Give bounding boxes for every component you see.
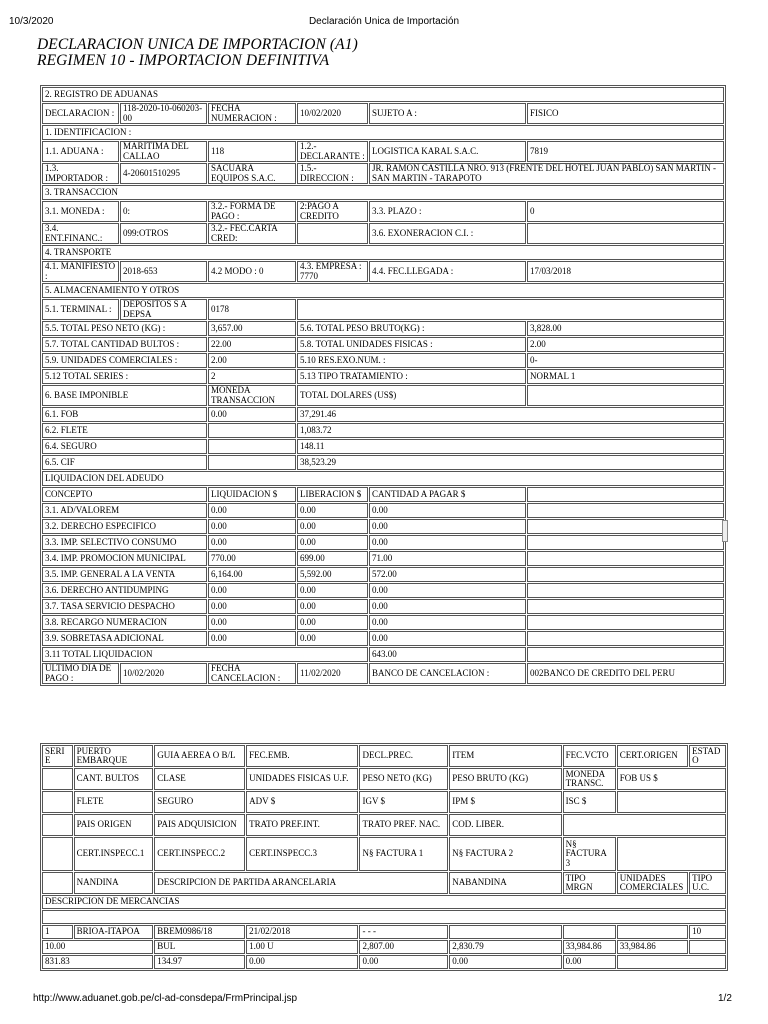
cell — [563, 925, 616, 939]
cell: 6. BASE IMPONIBLE — [42, 385, 207, 406]
cell: NORMAL 1 — [527, 369, 724, 384]
cell: 0.00 — [369, 519, 526, 534]
cell — [527, 567, 724, 582]
cell: - - - — [359, 925, 448, 939]
cell: 1,083.72 — [297, 423, 724, 438]
cell — [42, 872, 73, 894]
table-row — [42, 955, 726, 969]
row-importador — [42, 163, 724, 184]
cell: 3.2. DERECHO ESPECIFICO — [42, 519, 207, 534]
cell: CERT.INSPECC.2 — [154, 837, 245, 871]
cell — [617, 791, 726, 813]
cell: 5.5. TOTAL PESO NETO (KG) : — [42, 321, 207, 336]
footer-url[interactable]: http://www.aduanet.gob.pe/cl-ad-consdepa/FrmPrincipal.jsp — [33, 993, 298, 1004]
cell: FECHA CANCELACION : — [208, 663, 296, 684]
cell: SUJETO A : — [369, 103, 526, 124]
cell: 10/02/2020 — [297, 103, 368, 124]
cell: 6.1. FOB — [42, 407, 207, 422]
cell: 0.00 — [563, 955, 616, 969]
row-moneda — [42, 201, 724, 222]
cell: CERT.INSPECC.1 — [74, 837, 154, 871]
cell — [449, 925, 561, 939]
cell: DESCRIPCION DE MERCANCIAS — [42, 895, 726, 909]
cell: 0.00 — [208, 615, 296, 630]
page-number: 1/2 — [718, 993, 732, 1004]
cell — [689, 940, 726, 954]
series-header-row — [42, 745, 726, 767]
series-header-row — [42, 837, 726, 871]
cell: 4. TRANSPORTE — [42, 245, 724, 260]
series-header-row — [42, 814, 726, 836]
row-registro-aduanas — [42, 87, 724, 102]
cell: 2 — [208, 369, 296, 384]
cell: 3.11 TOTAL LIQUIDACION — [42, 647, 368, 662]
cell: 4.1. MANIFIESTO : — [42, 261, 119, 282]
cell: 3.2.- FEC.CARTA CRED: — [208, 223, 296, 244]
cell: 37,291.46 — [297, 407, 724, 422]
cell: TRATO PREF.INT. — [246, 814, 358, 836]
cell: 0.00 — [297, 535, 368, 550]
row-fob — [42, 407, 724, 422]
cell: 572.00 — [369, 567, 526, 582]
cell: SEGURO — [154, 791, 245, 813]
cell: 3.1. MONEDA : — [42, 201, 119, 222]
cell — [527, 583, 724, 598]
cell: PESO BRUTO (KG) — [449, 768, 561, 790]
row-seguro — [42, 439, 724, 454]
cell: 0.00 — [208, 519, 296, 534]
cell: 0.00 — [369, 503, 526, 518]
cell: 0.00 — [297, 631, 368, 646]
row-identificacion — [42, 125, 724, 140]
cell: SACUARA EQUIPOS S.A.C. — [208, 163, 296, 184]
cell: 0.00 — [369, 535, 526, 550]
cell: 0.00 — [297, 599, 368, 614]
cell: 5. ALMACENAMIENTO Y OTROS — [42, 283, 724, 298]
cell: N§ FACTURA 3 — [563, 837, 616, 871]
cell: 6.4. SEGURO — [42, 439, 207, 454]
cell: BRIOA-ITAPOA — [74, 925, 154, 939]
table-row — [42, 925, 726, 939]
cell: IPM $ — [449, 791, 561, 813]
cell — [527, 615, 724, 630]
cell: 5,592.00 — [297, 567, 368, 582]
cell: 1. IDENTIFICACION : — [42, 125, 724, 140]
cell: 3. TRANSACCION — [42, 185, 724, 200]
cell: 4-20601510295 — [120, 163, 207, 184]
cell: 5.10 RES.EXO.NUM. : — [297, 353, 526, 368]
row-declaracion — [42, 103, 724, 124]
row-unidades — [42, 353, 724, 368]
cell: TIPO MRGN — [563, 872, 616, 894]
cell: 3.5. IMP. GENERAL A LA VENTA — [42, 567, 207, 582]
cell — [527, 503, 724, 518]
cell: 3.6. DERECHO ANTIDUMPING — [42, 583, 207, 598]
cell: 148.11 — [297, 439, 724, 454]
cell: DEPOSITOS S A DEPSA — [120, 299, 207, 320]
cell: 5.7. TOTAL CANTIDAD BULTOS : — [42, 337, 207, 352]
cell: DECL.PREC. — [359, 745, 448, 767]
cell: 5.8. TOTAL UNIDADES FISICAS : — [297, 337, 526, 352]
cell: 1 — [42, 925, 73, 939]
cell: FECHA NUMERACION : — [208, 103, 296, 124]
cell: 3.1. AD/VALOREM — [42, 503, 207, 518]
cell — [42, 791, 73, 813]
cell: CLASE — [154, 768, 245, 790]
cell: BANCO DE CANCELACION : — [369, 663, 526, 684]
cell: 0.00 — [449, 955, 561, 969]
row-liq-antidumping — [42, 583, 724, 598]
cell: ITEM — [449, 745, 561, 767]
cell: 3,828.00 — [527, 321, 724, 336]
cell: FISICO — [527, 103, 724, 124]
row-peso — [42, 321, 724, 336]
cell — [527, 599, 724, 614]
cell: 0.00 — [208, 631, 296, 646]
cell — [617, 955, 726, 969]
cell: 0178 — [208, 299, 296, 320]
series-table — [40, 743, 728, 971]
table-row — [42, 940, 726, 954]
cell: 10.00 — [42, 940, 153, 954]
cell: JR. RAMON CASTILLA NRO. 913 (FRENTE DEL HOTEL JUAN PABLO) SAN MARTIN - SAN MARTIN - TARAPOTO — [369, 163, 724, 184]
row-bultos — [42, 337, 724, 352]
cell: 0.00 — [369, 599, 526, 614]
cell: LIBERACION $ — [297, 487, 368, 502]
cell — [42, 768, 73, 790]
cell: 0.00 — [208, 599, 296, 614]
row-liq-header — [42, 487, 724, 502]
cell: 0.00 — [297, 615, 368, 630]
scrollbar[interactable] — [722, 520, 728, 542]
cell: N§ FACTURA 1 — [359, 837, 448, 871]
cell: COD. LIBER. — [449, 814, 561, 836]
cell: BUL — [154, 940, 245, 954]
cell: ESTADO — [689, 745, 726, 767]
cell: 0: — [120, 201, 207, 222]
cell: 3.8. RECARGO NUMERACION — [42, 615, 207, 630]
cell: UNIDADES FISICAS U.F. — [246, 768, 358, 790]
cell — [297, 223, 368, 244]
row-liq-tasa — [42, 599, 724, 614]
cell: 831.83 — [42, 955, 153, 969]
cell: 3.4. ENT.FINANC.: — [42, 223, 119, 244]
cell: PUERTO EMBARQUE — [74, 745, 154, 767]
cell: 7819 — [527, 141, 724, 162]
cell: 1.3. IMPORTADOR : — [42, 163, 119, 184]
row-aduana — [42, 141, 724, 162]
cell — [527, 551, 724, 566]
cell — [527, 647, 724, 662]
cell: 134.97 — [154, 955, 245, 969]
cell: BREM0986/18 — [154, 925, 245, 939]
cell — [42, 814, 73, 836]
cell: 0.00 — [246, 955, 358, 969]
cell: 1.5.- DIRECCION : — [297, 163, 368, 184]
cell: MONEDA TRANSC. — [563, 768, 616, 790]
cell: 5.1. TERMINAL : — [42, 299, 119, 320]
row-flete — [42, 423, 724, 438]
cell — [527, 535, 724, 550]
row-series — [42, 369, 724, 384]
cell: TRATO PREF. NAC. — [359, 814, 448, 836]
cell: 0 — [527, 201, 724, 222]
row-cif — [42, 455, 724, 470]
cell: 2.00 — [208, 353, 296, 368]
cell: LIQUIDACION $ — [208, 487, 296, 502]
cell: UNIDADES COMERCIALES — [617, 872, 688, 894]
cell: 11/02/2020 — [297, 663, 368, 684]
cell: CANT. BULTOS — [74, 768, 154, 790]
cell: 3.7. TASA SERVICIO DESPACHO — [42, 599, 207, 614]
cell — [617, 925, 688, 939]
cell: FLETE — [74, 791, 154, 813]
cell: 1.2.- DECLARANTE : — [297, 141, 368, 162]
cell: CERT.ORIGEN — [617, 745, 688, 767]
row-liq-sobretasa — [42, 631, 724, 646]
cell: 5.12 TOTAL SERIES : — [42, 369, 207, 384]
row-base-imponible — [42, 385, 724, 406]
row-ent-financ — [42, 223, 724, 244]
cell: ADV $ — [246, 791, 358, 813]
cell — [208, 423, 296, 438]
spacer-row — [42, 910, 726, 924]
cell — [527, 487, 724, 502]
row-liq-municipal — [42, 551, 724, 566]
cell: 3.2.- FORMA DE PAGO : — [208, 201, 296, 222]
cell: PAIS ADQUISICION — [154, 814, 245, 836]
cell: NABANDINA — [449, 872, 561, 894]
cell: 38,523.29 — [297, 455, 724, 470]
cell: 22.00 — [208, 337, 296, 352]
print-date: 10/3/2020 — [9, 16, 54, 27]
cell: 33,984.86 — [617, 940, 688, 954]
cell: 118-2020-10-060203-00 — [120, 103, 207, 124]
cell: 0.00 — [297, 519, 368, 534]
cell: 2,807.00 — [359, 940, 448, 954]
row-liq-selectivo — [42, 535, 724, 550]
cell: 3.6. EXONERACION C.I. : — [369, 223, 526, 244]
cell: 71.00 — [369, 551, 526, 566]
cell — [527, 223, 724, 244]
cell: 118 — [208, 141, 296, 162]
cell: 17/03/2018 — [527, 261, 724, 282]
row-liq-igv — [42, 567, 724, 582]
cell: 2018-653 — [120, 261, 207, 282]
row-almacenamiento — [42, 283, 724, 298]
cell: SERIE — [42, 745, 73, 767]
cell: 699.00 — [297, 551, 368, 566]
series-header-row — [42, 872, 726, 894]
cell: 1.00 U — [246, 940, 358, 954]
cell: CONCEPTO — [42, 487, 207, 502]
cell: 0.00 — [297, 583, 368, 598]
descripcion-row — [42, 895, 726, 909]
cell — [527, 631, 724, 646]
cell: TOTAL DOLARES (US$) — [297, 385, 526, 406]
cell: TIPO U.C. — [689, 872, 726, 894]
cell — [527, 385, 724, 406]
cell: 0.00 — [359, 955, 448, 969]
cell: 3.3. PLAZO : — [369, 201, 526, 222]
cell: 2:PAGO A CREDITO — [297, 201, 368, 222]
row-liq-especifico — [42, 519, 724, 534]
row-liquidacion-adeudo — [42, 471, 724, 486]
cell — [208, 455, 296, 470]
series-header-row — [42, 791, 726, 813]
cell: CERT.INSPECC.3 — [246, 837, 358, 871]
cell: ISC $ — [563, 791, 616, 813]
cell: 0.00 — [297, 503, 368, 518]
cell: 4.4. FEC.LLEGADA : — [369, 261, 526, 282]
cell: PESO NETO (KG) — [359, 768, 448, 790]
cell: 1.1. ADUANA : — [42, 141, 119, 162]
cell — [208, 439, 296, 454]
cell: 3,657.00 — [208, 321, 296, 336]
cell: 21/02/2018 — [246, 925, 358, 939]
row-ultimo-dia-pago — [42, 663, 724, 684]
cell: 0.00 — [208, 503, 296, 518]
cell: 6.2. FLETE — [42, 423, 207, 438]
cell: 2. REGISTRO DE ADUANAS — [42, 87, 724, 102]
cell: IGV $ — [359, 791, 448, 813]
cell: LIQUIDACION DEL ADEUDO — [42, 471, 724, 486]
cell: ULTIMO DIA DE PAGO : — [42, 663, 119, 684]
cell: DECLARACION : — [42, 103, 119, 124]
cell — [42, 910, 726, 924]
page-title: DECLARACION UNICA DE IMPORTACION (A1) — [37, 36, 358, 53]
cell: 4.2 MODO : 0 — [208, 261, 296, 282]
cell: 0.00 — [369, 615, 526, 630]
cell: MONEDA TRANSACCION — [208, 385, 296, 406]
cell: 770.00 — [208, 551, 296, 566]
cell: 0.00 — [208, 535, 296, 550]
cell: 3.3. IMP. SELECTIVO CONSUMO — [42, 535, 207, 550]
cell — [563, 814, 726, 836]
cell: 10/02/2020 — [120, 663, 207, 684]
cell: 002BANCO DE CREDITO DEL PERU — [527, 663, 724, 684]
cell — [297, 299, 724, 320]
cell: N§ FACTURA 2 — [449, 837, 561, 871]
series-header-row — [42, 768, 726, 790]
cell — [527, 519, 724, 534]
row-liq-advalorem — [42, 503, 724, 518]
cell: 2.00 — [527, 337, 724, 352]
cell: DESCRIPCION DE PARTIDA ARANCELARIA — [154, 872, 448, 894]
cell: 0.00 — [208, 407, 296, 422]
cell: MARITIMA DEL CALLAO — [120, 141, 207, 162]
cell: 0.00 — [208, 583, 296, 598]
cell: 099:OTROS — [120, 223, 207, 244]
row-manifiesto — [42, 261, 724, 282]
cell: 0.00 — [369, 583, 526, 598]
cell: 5.13 TIPO TRATAMIENTO : — [297, 369, 526, 384]
declaration-table — [40, 85, 726, 686]
cell: 10 — [689, 925, 726, 939]
page-subtitle: REGIMEN 10 - IMPORTACION DEFINITIVA — [37, 52, 330, 69]
cell: PAIS ORIGEN — [74, 814, 154, 836]
cell: 33,984.86 — [563, 940, 616, 954]
cell: 3.4. IMP. PROMOCION MUNICIPAL — [42, 551, 207, 566]
cell: 5.6. TOTAL PESO BRUTO(KG) : — [297, 321, 526, 336]
cell: LOGISTICA KARAL S.A.C. — [369, 141, 526, 162]
cell — [42, 837, 73, 871]
cell: 4.3. EMPRESA : 7770 — [297, 261, 368, 282]
cell: 2,830.79 — [449, 940, 561, 954]
cell — [617, 837, 726, 871]
cell: 5.9. UNIDADES COMERCIALES : — [42, 353, 207, 368]
cell: FEC.EMB. — [246, 745, 358, 767]
print-title: Declaración Unica de Importación — [308, 16, 460, 27]
cell: 0- — [527, 353, 724, 368]
row-total-liquidacion — [42, 647, 724, 662]
cell: 6.5. CIF — [42, 455, 207, 470]
cell: CANTIDAD A PAGAR $ — [369, 487, 526, 502]
cell: GUIA AEREA O B/L — [154, 745, 245, 767]
cell: 643.00 — [369, 647, 526, 662]
cell: 6,164.00 — [208, 567, 296, 582]
row-liq-recargo — [42, 615, 724, 630]
cell: FEC.VCTO — [563, 745, 616, 767]
row-transporte — [42, 245, 724, 260]
row-terminal — [42, 299, 724, 320]
cell: 3.9. SOBRETASA ADICIONAL — [42, 631, 207, 646]
cell: 0.00 — [369, 631, 526, 646]
row-transaccion — [42, 185, 724, 200]
cell: FOB US $ — [617, 768, 726, 790]
cell: NANDINA — [74, 872, 154, 894]
